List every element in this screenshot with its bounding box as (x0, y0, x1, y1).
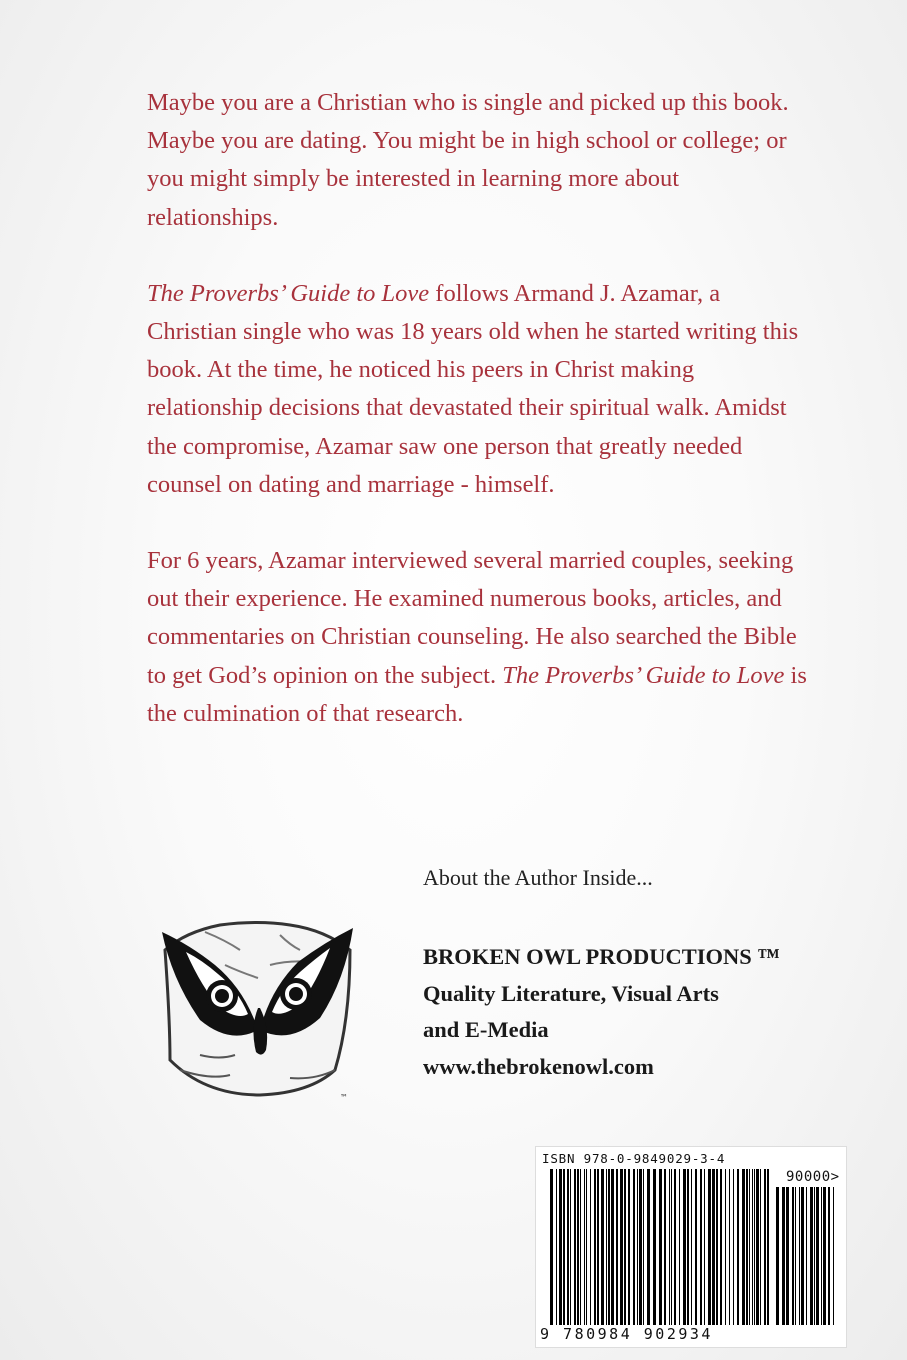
barcode-bar (574, 1169, 576, 1325)
barcode-bar (597, 1169, 599, 1325)
barcode-bar (639, 1169, 642, 1325)
publisher-tagline: and E-Media (423, 1017, 549, 1042)
barcode-bar (814, 1187, 815, 1325)
price-code: 90000> (786, 1169, 840, 1185)
barcode-bar (611, 1169, 614, 1325)
barcode-bar (806, 1187, 807, 1325)
publisher-info (423, 939, 780, 1085)
ean-digits: 9 780984 902934 (540, 1325, 713, 1343)
isbn-number: ISBN 978-0-9849029-3-4 (542, 1151, 726, 1166)
barcode-bar (590, 1169, 591, 1325)
ean-barcode (550, 1169, 770, 1325)
barcode-bar (691, 1169, 692, 1325)
barcode-bar (752, 1169, 753, 1325)
barcode-bar (764, 1169, 766, 1325)
barcode-bar (754, 1169, 755, 1325)
barcode-bar (556, 1169, 557, 1325)
barcode-bar (695, 1169, 697, 1325)
publisher-website: www.thebrokenowl.com (423, 1053, 654, 1079)
barcode-bar (563, 1169, 565, 1325)
blurb-paragraph-1 (147, 84, 807, 237)
barcode-bar (653, 1169, 656, 1325)
barcode-bar (767, 1169, 769, 1325)
barcode-bar (746, 1169, 748, 1325)
book-title: The Proverbs’ Guide to Love (502, 661, 785, 689)
barcode-bar (821, 1187, 822, 1325)
barcode-bar (584, 1169, 585, 1325)
barcode-bar (679, 1169, 680, 1325)
barcode-bar (704, 1169, 705, 1325)
barcode-bar (647, 1169, 650, 1325)
barcode-bar (716, 1169, 718, 1325)
barcode-bar (580, 1169, 581, 1325)
barcode-bar (823, 1187, 826, 1325)
barcode-bar (683, 1169, 686, 1325)
barcode-bar (659, 1169, 662, 1325)
barcode-bar (671, 1169, 672, 1325)
barcode-bar (577, 1169, 579, 1325)
barcode-bar (669, 1169, 670, 1325)
barcode-bar (833, 1187, 834, 1325)
trademark-mark: ™ (340, 1093, 348, 1102)
barcode-bar (776, 1187, 779, 1325)
price-barcode (776, 1187, 836, 1325)
barcode-bar (742, 1169, 745, 1325)
owl-icon (150, 910, 365, 1105)
barcode-bar (687, 1169, 689, 1325)
barcode-bar (756, 1169, 759, 1325)
barcode-bar (720, 1169, 722, 1325)
barcode-bar (643, 1169, 644, 1325)
barcode-bar (725, 1169, 726, 1325)
barcode-bar (792, 1187, 794, 1325)
barcode-bar (816, 1187, 819, 1325)
blurb-paragraph-3 (147, 542, 807, 733)
barcode-bar (550, 1169, 553, 1325)
barcode-bar (782, 1187, 785, 1325)
barcode-bar (712, 1169, 715, 1325)
barcode-bar (795, 1187, 796, 1325)
barcode-bar (733, 1169, 734, 1325)
barcode-bar (700, 1169, 702, 1325)
publisher-name: BROKEN OWL PRODUCTIONS ™ (423, 944, 780, 969)
barcode-bar (786, 1187, 789, 1325)
barcode-bar (570, 1169, 571, 1325)
barcode-bar (586, 1169, 587, 1325)
blurb-text: is the culmination of that research. (147, 661, 807, 727)
barcode-bar (633, 1169, 635, 1325)
barcode-bar (760, 1169, 761, 1325)
barcode-bar (567, 1169, 569, 1325)
barcode-bar (749, 1169, 750, 1325)
barcode-bar (737, 1169, 739, 1325)
barcode-bar (601, 1169, 604, 1325)
barcode-bar (616, 1169, 618, 1325)
barcode-bar (620, 1169, 623, 1325)
book-title: The Proverbs’ Guide to Love (147, 279, 430, 307)
barcode-bar (801, 1187, 804, 1325)
barcode-bar (729, 1169, 730, 1325)
barcode-bar (810, 1187, 813, 1325)
blurb-text: follows Armand J. Azamar, a Christian single who was 18 years old when he started writing this book. At the time, he noticed his peers in Christ making relationship decisions that devastated their spiritual walk. Amidst the compromise, Azamar saw one person that greatly needed counsel on dating and marriage - himself. (147, 279, 799, 498)
barcode-bar (628, 1169, 630, 1325)
barcode-bar (624, 1169, 626, 1325)
blurb-text: For 6 years, Azamar interviewed several married couples, seeking out their experience. He examined numerous books, articles, and commentaries on Christian counseling. He also searched the Bible to get God’s opinion on the subject. (147, 547, 797, 689)
publisher-tagline: Quality Literature, Visual Arts (423, 980, 719, 1006)
blurb-paragraph-2 (147, 275, 807, 504)
barcode-bar (708, 1169, 711, 1325)
barcode-bar (664, 1169, 666, 1325)
back-cover-blurb (147, 84, 807, 771)
barcode-bar (559, 1169, 562, 1325)
barcode-bar (594, 1169, 596, 1325)
barcode-bar (606, 1169, 607, 1325)
about-author-note: About the Author Inside... (423, 865, 653, 890)
barcode-bar (608, 1169, 610, 1325)
barcode-bar (674, 1169, 676, 1325)
barcode-panel (535, 1146, 847, 1348)
barcode-bar (828, 1187, 830, 1325)
barcode-bar (799, 1187, 800, 1325)
barcode-bar (637, 1169, 638, 1325)
blurb-text: Maybe you are a Christian who is single and picked up this book. Maybe you are dating. You might be in high school or college; or you might simply be interested in learning more about relationships. (147, 89, 789, 231)
